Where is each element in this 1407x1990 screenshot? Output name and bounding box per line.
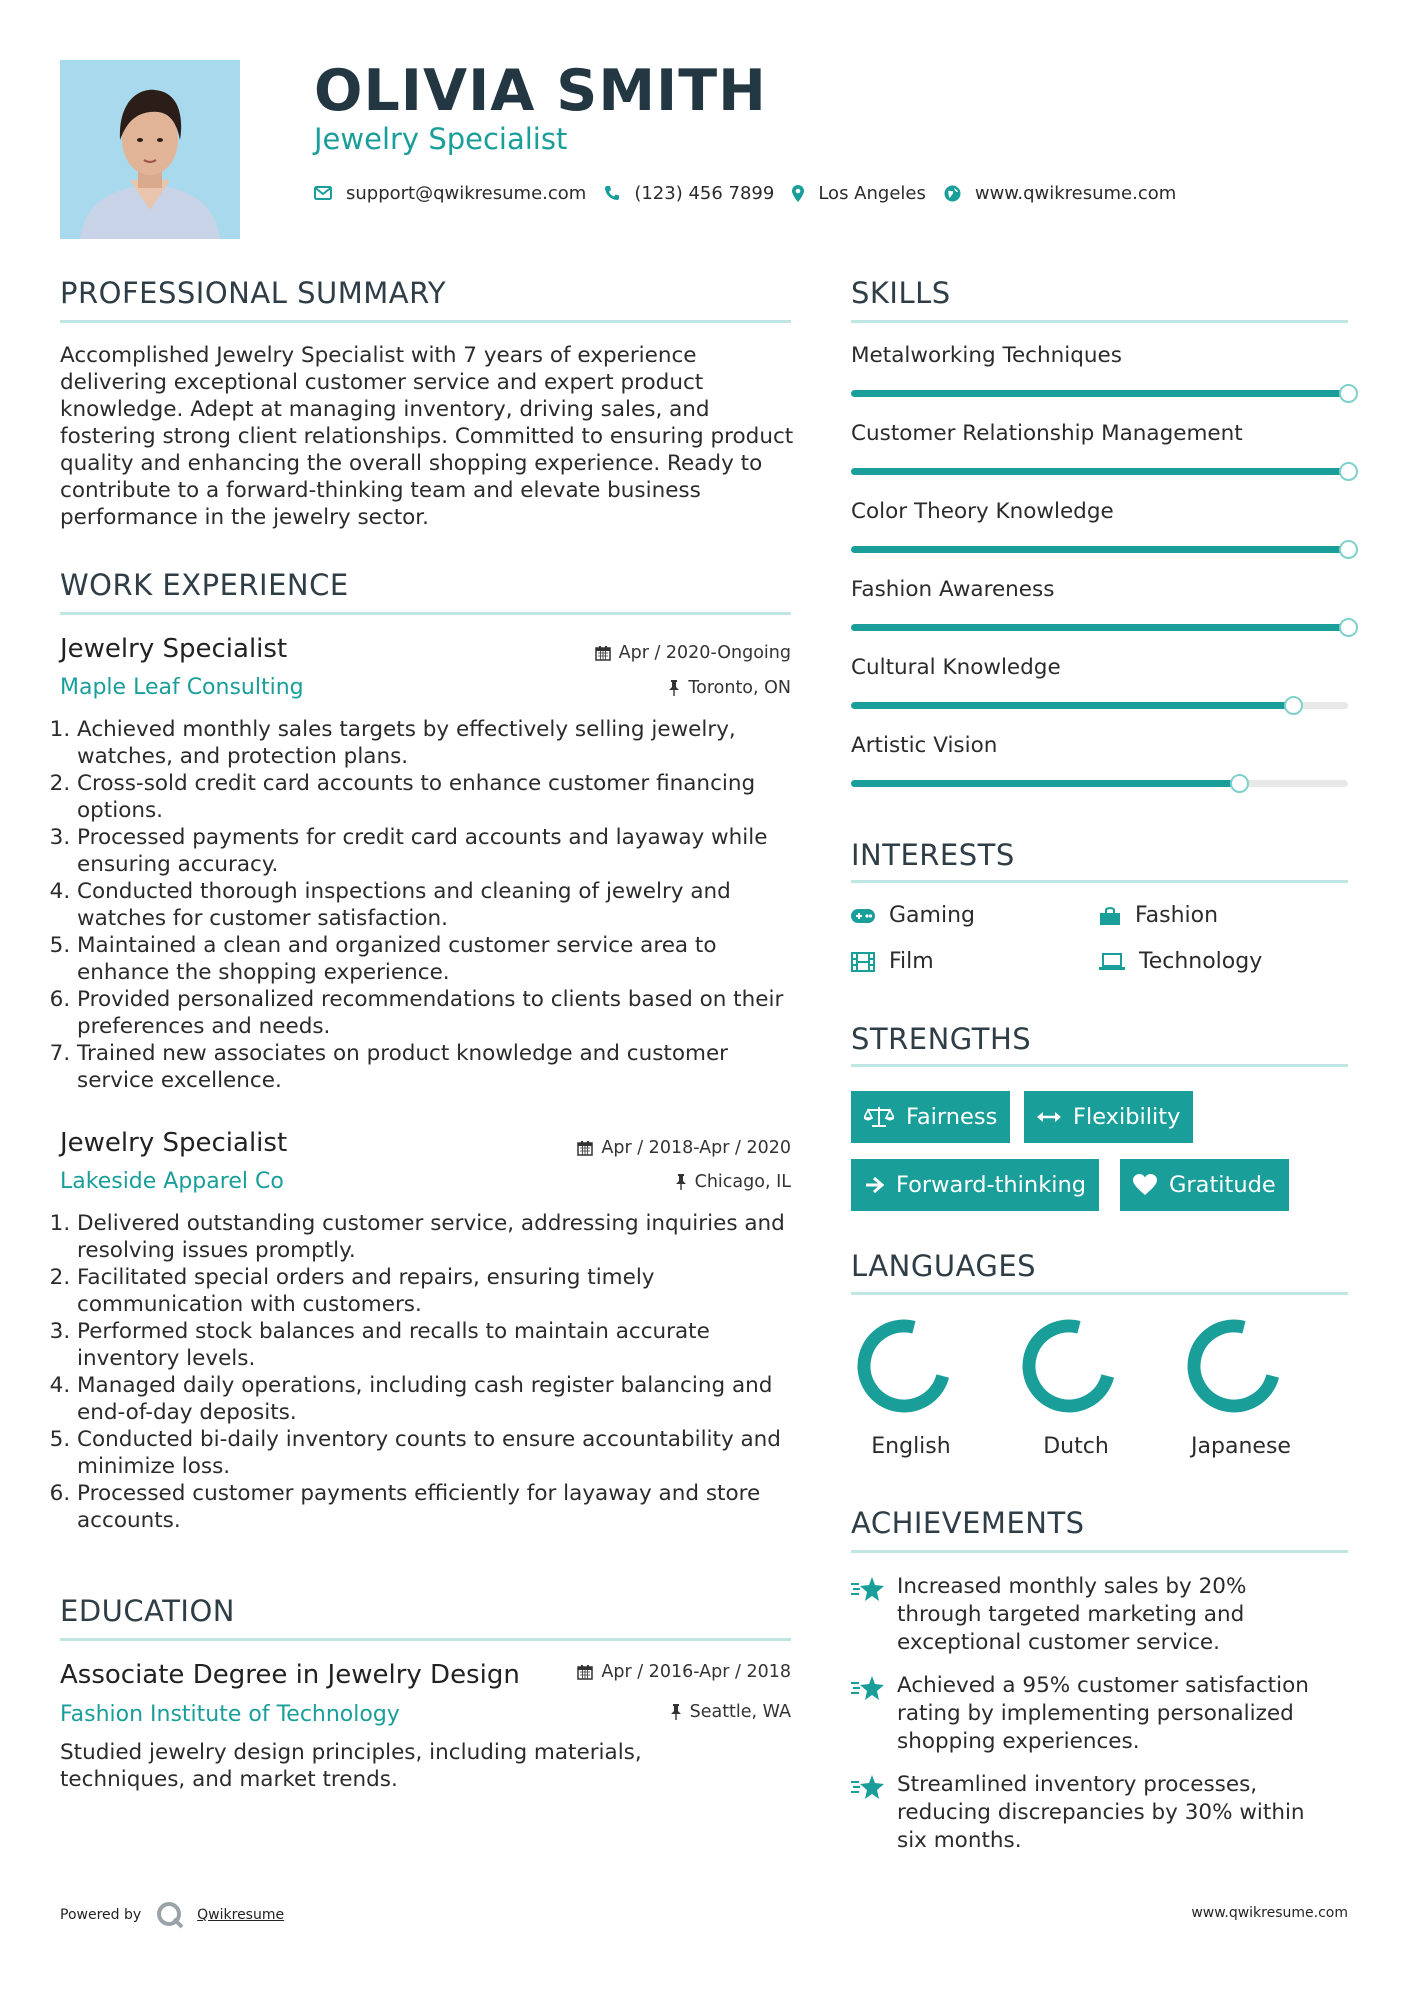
language-ring-english [856,1318,952,1414]
skill-bar [851,546,1348,553]
interests-divider [851,880,1348,883]
skill-bar-knob [1339,384,1358,403]
job-title: Jewelry Specialist [60,1128,288,1158]
email-text: support@qwikresume.com [346,182,587,204]
skill-bar-fill [851,546,1348,553]
skill-bar [851,780,1348,787]
skill-bar-knob [1230,774,1249,793]
phone-text: (123) 456 7899 [634,182,775,204]
pushpin-icon [668,680,680,696]
list-item: 1. Achieved monthly sales targets by effectively selling jewelry, watches, and protection plans. [77,716,799,770]
strengths-heading: STRENGTHS [851,1022,1032,1056]
language-ring-arc [864,1326,943,1406]
shopping-bag-icon [1099,906,1121,926]
footer-powered-by [60,1900,284,1930]
education-location-text: Seattle, WA [689,1702,791,1722]
strength-chip [851,1091,1010,1143]
contact-website[interactable] [944,183,1176,204]
list-item: 3. Processed payments for credit card accounts and layaway while ensuring accuracy. [77,824,799,878]
strengths-divider [851,1064,1348,1067]
company-name: Lakeside Apparel Co [60,1169,284,1194]
job-title: Jewelry Specialist [60,634,288,664]
summary-divider [60,320,791,323]
list-item: 7. Trained new associates on product knowledge and customer service excellence. [77,1040,799,1094]
strength-label: Forward-thinking [896,1172,1087,1198]
job-bullets [59,1210,799,1534]
contact-location [792,183,926,204]
skill-name: Metalworking Techniques [851,343,1122,368]
calendar-icon [595,645,611,661]
skill-name: Cultural Knowledge [851,655,1061,680]
envelope-icon [314,186,332,200]
skill-bar [851,468,1348,475]
powered-by-text: Powered by [60,1907,142,1923]
gamepad-icon [851,908,875,924]
job-location-text: Toronto, ON [688,678,791,698]
language-name: Japanese [1191,1434,1291,1459]
language-ring-dutch [1021,1318,1117,1414]
map-marker-icon [792,185,804,202]
interest-label: Gaming [889,903,975,928]
interest-label: Film [889,949,934,974]
education-location [670,1700,791,1724]
skill-bar-fill [851,780,1239,787]
skill-bar-knob [1339,618,1358,637]
interests-heading: INTERESTS [851,838,1015,872]
profile-photo [60,60,240,239]
education-dates-text: Apr / 2016-Apr / 2018 [601,1662,791,1682]
achievement-item [851,1573,1331,1657]
interest-item [1099,902,1218,930]
achievement-item [851,1771,1331,1855]
job-bullets [59,716,799,1094]
strength-label: Fairness [906,1104,998,1130]
skills-divider [851,320,1348,323]
education-divider [60,1638,791,1641]
job-dates [577,1136,791,1160]
skill-bar [851,702,1348,709]
skill-name: Customer Relationship Management [851,421,1243,446]
education-dates [577,1660,791,1684]
contact-bar [314,178,1194,208]
interest-item [1099,948,1262,976]
location-text: Los Angeles [818,182,926,204]
list-item: 5. Maintained a clean and organized customer service area to enhance the shopping experience. [77,932,799,986]
strength-label: Flexibility [1073,1104,1181,1130]
shooting-star-icon [851,1674,885,1702]
contact-email[interactable] [314,183,586,204]
job-location [675,1170,791,1194]
interest-label: Technology [1139,949,1263,974]
job-dates [595,641,791,665]
achievements-heading: ACHIEVEMENTS [851,1506,1085,1540]
list-item: 4. Conducted thorough inspections and cleaning of jewelry and watches for customer satisfaction. [77,878,799,932]
strength-label: Gratitude [1169,1172,1276,1198]
achievement-text: Streamlined inventory processes, reducing discrepancies by 30% within six months. [897,1772,1305,1853]
skill-name: Fashion Awareness [851,577,1055,602]
skill-bar-knob [1339,540,1358,559]
laptop-icon [1099,953,1125,971]
strength-chip [851,1159,1099,1211]
shooting-star-icon [851,1773,885,1801]
experience-divider [60,612,791,615]
balance-scale-icon [864,1106,894,1128]
arrows-horizontal-icon [1037,1110,1061,1124]
skill-bar-fill [851,468,1348,475]
language-name: Dutch [1043,1434,1109,1459]
languages-divider [851,1292,1348,1295]
language-name: English [871,1434,951,1459]
skill-bar-fill [851,702,1293,709]
achievement-item [851,1672,1331,1756]
skills-heading: SKILLS [851,276,951,310]
pushpin-icon [675,1174,687,1190]
skill-bar-knob [1284,696,1303,715]
summary-text: Accomplished Jewelry Specialist with 7 years of experience delivering exceptional customer service and expert product knowledge. Adept at managing inventory, driving sales, and fostering strong client relationships. Committed to ensuring product quality and enhancing the overall shopping experience. Ready to contribute to a forward-thinking team and elevate business performance in the jewelry sector. [60,343,794,530]
list-item: 4. Managed daily operations, including cash register balancing and end-of-day deposits. [77,1372,799,1426]
calendar-icon [577,1664,593,1680]
language-ring-arc [1194,1326,1273,1406]
list-item: 5. Conducted bi-daily inventory counts to ensure accountability and minimize loss. [77,1426,799,1480]
list-item: 6. Processed customer payments efficiently for layaway and store accounts. [77,1480,799,1534]
job-location-text: Chicago, IL [694,1172,791,1192]
language-ring-arc [1029,1326,1108,1406]
list-item: 2. Facilitated special orders and repairs, ensuring timely communication with customers. [77,1264,799,1318]
website-text: www.qwikresume.com [974,182,1177,204]
skill-name: Color Theory Knowledge [851,499,1114,524]
skill-bar-fill [851,624,1348,631]
job-dates-text: Apr / 2020-Ongoing [618,643,791,663]
candidate-name: OLIVIA SMITH [314,58,767,124]
candidate-title: Jewelry Specialist [314,122,568,156]
qwikresume-link[interactable]: Qwikresume [197,1907,285,1923]
list-item: 2. Cross-sold credit card accounts to enhance customer financing options. [77,770,799,824]
skill-bar [851,390,1348,397]
education-description: Studied jewelry design principles, including materials, techniques, and market trends. [60,1740,642,1792]
skill-name: Artistic Vision [851,733,998,758]
languages-heading: LANGUAGES [851,1249,1037,1283]
degree-title: Associate Degree in Jewelry Design [60,1660,520,1690]
summary-heading: PROFESSIONAL SUMMARY [60,276,447,310]
arrow-right-icon [864,1175,884,1195]
film-icon [851,952,875,972]
skill-bar-knob [1339,462,1358,481]
globe-icon [944,185,961,202]
heart-icon [1133,1174,1157,1196]
interest-item [851,902,975,930]
experience-heading: WORK EXPERIENCE [60,568,349,602]
contact-phone[interactable] [604,183,774,204]
job-location [668,676,791,700]
strength-chip [1024,1091,1193,1143]
school-name: Fashion Institute of Technology [60,1702,400,1727]
skill-bar-fill [851,390,1348,397]
company-name: Maple Leaf Consulting [60,675,304,700]
strength-chip [1120,1159,1289,1211]
language-ring-japanese [1186,1318,1282,1414]
list-item: 1. Delivered outstanding customer service, addressing inquiries and resolving issues promptly. [77,1210,799,1264]
list-item: 6. Provided personalized recommendations to clients based on their preferences and needs. [77,986,799,1040]
interest-label: Fashion [1135,903,1219,928]
achievement-text: Increased monthly sales by 20% through targeted marketing and exceptional customer service. [897,1574,1247,1655]
shooting-star-icon [851,1575,885,1603]
pushpin-icon [670,1704,682,1720]
qwikresume-logo-icon [155,1900,185,1930]
calendar-icon [577,1140,593,1156]
job-dates-text: Apr / 2018-Apr / 2020 [601,1138,791,1158]
achievements-divider [851,1550,1348,1553]
footer-website[interactable]: www.qwikresume.com [1191,1905,1348,1921]
skill-bar [851,624,1348,631]
education-heading: EDUCATION [60,1594,236,1628]
interest-item [851,948,934,976]
achievement-text: Achieved a 95% customer satisfaction rating by implementing personalized shopping experiences. [897,1673,1309,1754]
list-item: 3. Performed stock balances and recalls to maintain accurate inventory levels. [77,1318,799,1372]
phone-icon [604,185,620,201]
